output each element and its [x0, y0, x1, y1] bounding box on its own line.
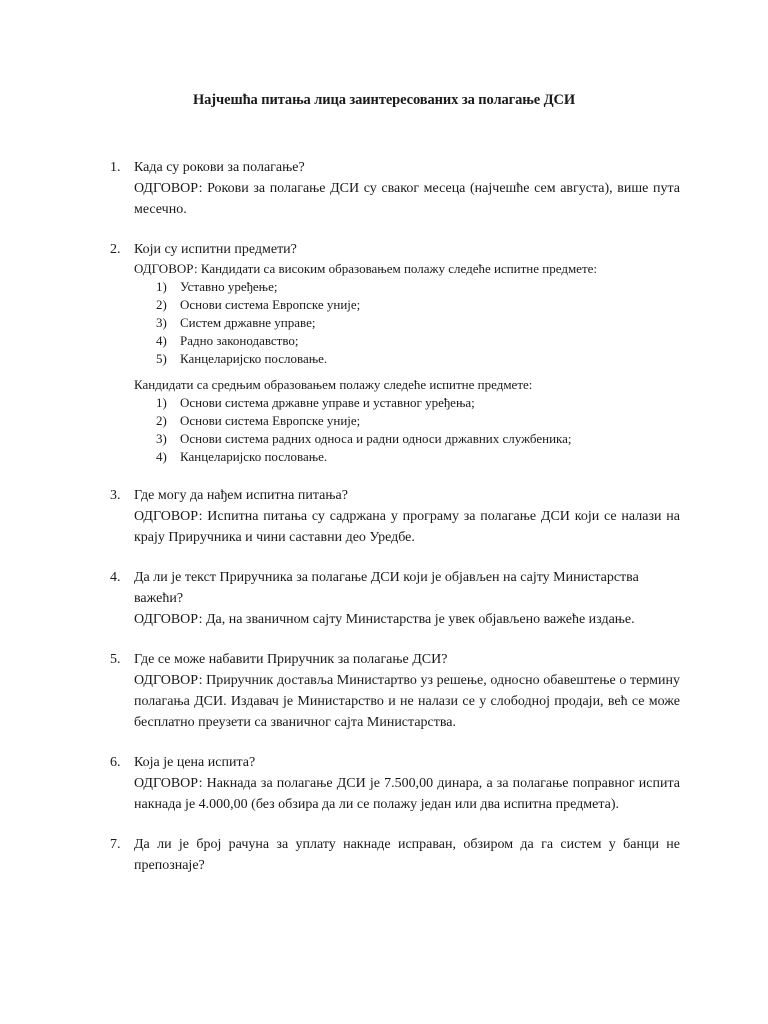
list-item: 2) Основи система Европске уније; — [156, 297, 361, 312]
faq-question: Да ли је број рачуна за уплату накнаде исправан, обзиром да га систем у банци не препознаје? — [134, 837, 680, 873]
faq-number: 4. — [110, 570, 121, 585]
faq-item-7 — [110, 834, 680, 876]
list-item: 2) Основи система Европске уније; — [156, 413, 361, 428]
faq-answer: ОДГОВОР: Рокови за полагање ДСИ су сваког месеца (најчешће сем августа), више пута месечно. — [134, 181, 680, 217]
faq-question: Која је цена испита? — [134, 755, 256, 770]
faq-number: 1. — [110, 160, 121, 175]
faq-number: 2. — [110, 242, 121, 257]
faq-question: Када су рокови за полагање? — [134, 160, 305, 175]
faq-question: Који су испитни предмети? — [134, 242, 297, 257]
subject-list-higher — [134, 278, 680, 368]
subject-list-secondary — [134, 394, 680, 466]
list-item: 3) Систем државне управе; — [156, 315, 316, 330]
intro-secondary: Кандидати са средњим образовањем полажу следеће испитне предмете: — [134, 377, 533, 392]
list-item: 1) Основи система државне управе и уставног уређења; — [156, 395, 475, 410]
faq-answer: ОДГОВОР: Испитна питања су садржана у програму за полагање ДСИ који се налази на крају Приручника и чини саставни део Уредбе. — [134, 509, 680, 545]
faq-answer: ОДГОВОР: Накнада за полагање ДСИ је 7.500,00 динара, а за полагање поправног испита накнада је 4.000,00 (без обзира да ли се полажу један или два испитна предмета). — [134, 776, 680, 812]
faq-item-5 — [110, 649, 680, 733]
faq-number: 3. — [110, 488, 121, 503]
faq-list — [110, 157, 680, 876]
faq-question: Где могу да нађем испитна питања? — [134, 488, 348, 503]
list-item: 3) Основи система радних односа и радни односи државних службеника; — [156, 431, 572, 446]
list-item: 5) Канцеларијско пословање. — [156, 351, 328, 366]
faq-question: Да ли је текст Приручника за полагање ДСИ који је објављен на сајту Министарства важећи? — [134, 570, 639, 606]
faq-number: 6. — [110, 755, 121, 770]
list-item: 4) Радно законодавство; — [156, 333, 299, 348]
faq-answer: ОДГОВОР: Да, на званичном сајту Министарства је увек објављено важеће издање. — [134, 612, 635, 627]
faq-item-3 — [110, 485, 680, 548]
faq-question: Где се може набавити Приручник за полагање ДСИ? — [134, 652, 448, 667]
faq-item-2 — [110, 239, 680, 466]
faq-item-6 — [110, 752, 680, 815]
faq-number: 5. — [110, 652, 121, 667]
faq-item-1 — [110, 157, 680, 220]
list-item: 1) Уставно уређење; — [156, 279, 278, 294]
faq-answer: ОДГОВОР: Кандидати са високим образовањем полажу следеће испитне предмете: — [134, 261, 598, 276]
faq-item-4 — [110, 567, 680, 630]
document-title: Најчешћа питања лица заинтересованих за полагање ДСИ — [192, 92, 576, 108]
list-item: 4) Канцеларијско пословање. — [156, 449, 328, 464]
faq-number: 7. — [110, 837, 121, 852]
faq-answer: ОДГОВОР: Приручник доставља Министартво уз решење, односно обавештење о термину полагања ДСИ. Издавач је Министарство и не налази се у слободној продаји, већ се може бесплатно преузети са званичног сајта Министарства. — [134, 673, 680, 730]
